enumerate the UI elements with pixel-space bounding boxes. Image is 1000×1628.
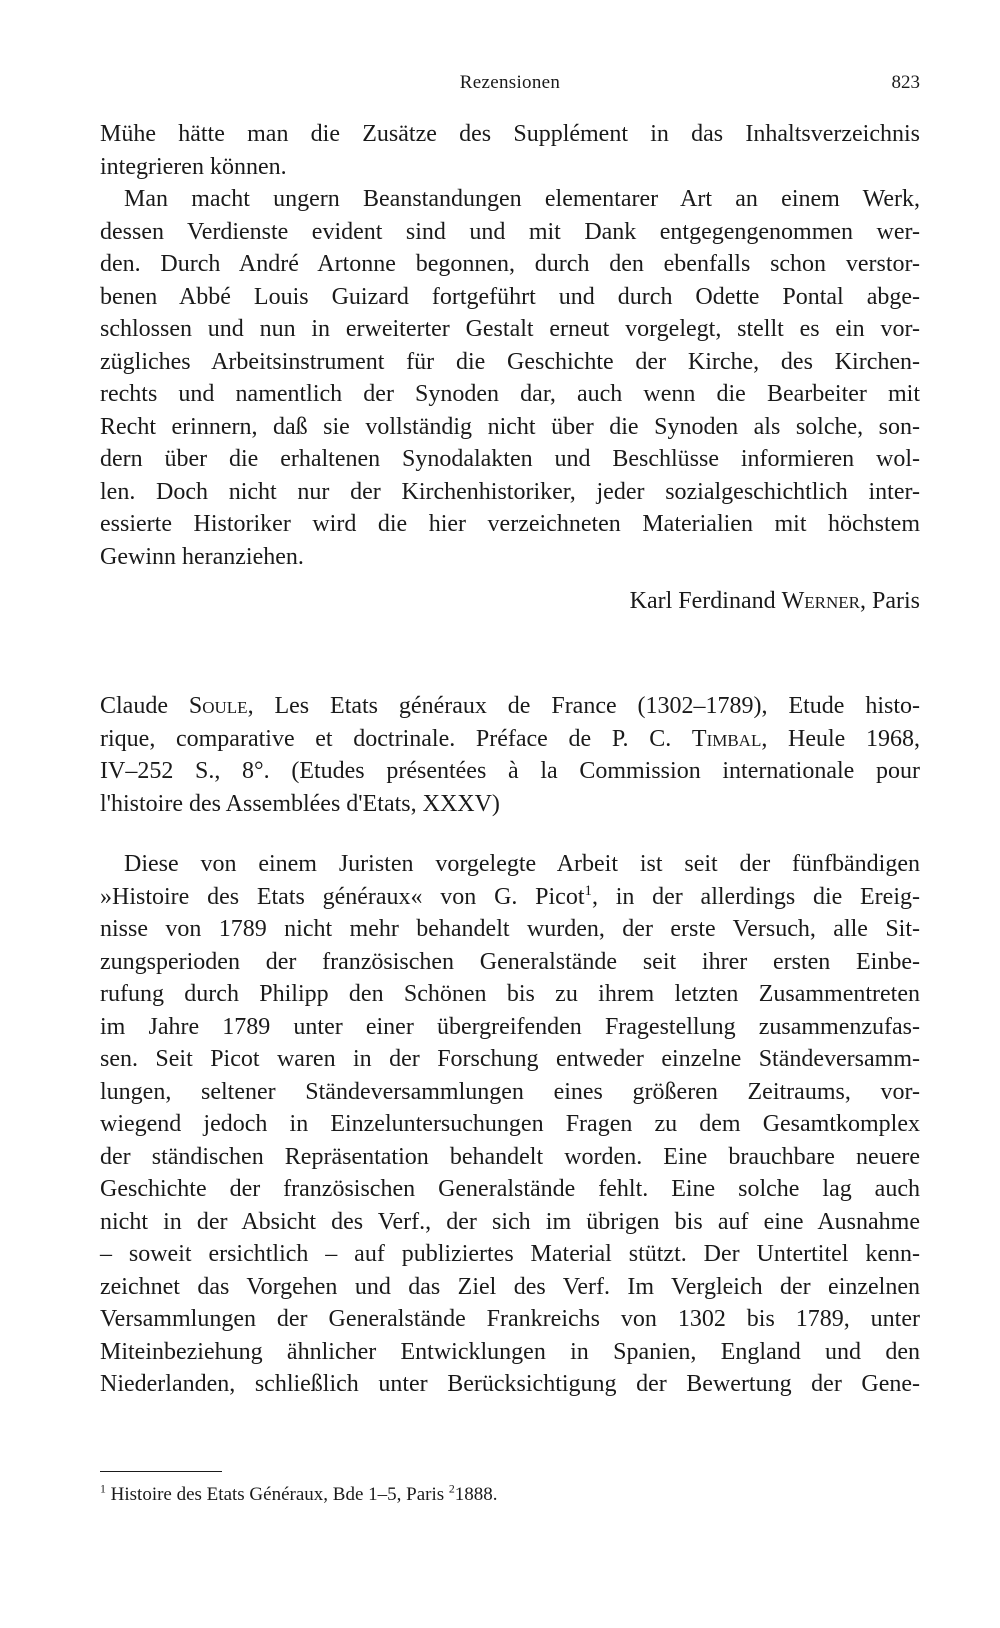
citation-preface-author: Timbal: [691, 725, 762, 752]
text-line: – soweit ersichtlich – auf publiziertes Material stützt. Der Untertitel kenn-: [100, 1241, 920, 1267]
footnote-text: Histoire des Etats Généraux, Bde 1–5, Paris: [105, 1484, 449, 1505]
text-line: Miteinbeziehung ähnlicher Entwicklungen in Spanien, England und den: [100, 1338, 920, 1365]
footnote-marker: 1: [100, 1482, 106, 1496]
text-line: dern über die erhaltenen Synodalakten und Beschlüsse informieren wol-: [100, 446, 920, 472]
text-line: zungsperioden der französischen Generalstände seit ihrer ersten Einbe-: [100, 948, 920, 975]
citation-line: [100, 690, 920, 723]
text-line: Mühe hätte man die Zusätze des Supplément in das Inhaltsverzeichnis: [100, 121, 920, 147]
footnote: [100, 1482, 498, 1508]
text-line: essierte Historiker wird die hier verzeichneten Materialien mit höchstem: [100, 511, 920, 537]
text-line: Gewinn heranziehen.: [100, 543, 304, 570]
text-line: zeichnet das Vorgehen und das Ziel des Verf. Im Vergleich der einzelnen: [100, 1273, 920, 1300]
citation-text: , Heule 1968,: [761, 725, 921, 752]
text-segment: , in der allerdings die Ereig-: [591, 883, 920, 910]
text-line: Man macht ungern Beanstandungen elementarer Art an einem Werk,: [124, 186, 920, 212]
text-line: lungen, seltener Ständeversammlungen eines größeren Zeitraums, vor-: [100, 1078, 920, 1105]
text-line: sen. Seit Picot waren in der Forschung entweder einzelne Ständeversamm-: [100, 1046, 920, 1072]
text-line: rechts und namentlich der Synoden dar, auch wenn die Bearbeiter mit: [100, 381, 920, 407]
text-line: Recht erinnern, daß sie vollständig nicht über die Synoden als solche, son-: [100, 413, 920, 440]
text-line: wiegend jedoch in Einzeluntersuchungen Fragen zu dem Gesamtkomplex: [100, 1111, 920, 1137]
text-line: der ständischen Repräsentation behandelt worden. Eine brauchbare neuere: [100, 1143, 920, 1170]
text-line: integrieren können.: [100, 153, 287, 180]
review1-text: [100, 118, 920, 573]
review2-citation: [100, 690, 920, 820]
text-line: Versammlungen der Generalstände Frankreichs von 1302 bis 1789, unter: [100, 1306, 920, 1332]
text-line: nicht in der Absicht des Verf., der sich im übrigen bis auf eine Ausnahme: [100, 1208, 920, 1235]
review2-body: [100, 848, 920, 1401]
citation-line: [100, 723, 920, 756]
citation-line: l'histoire des Assemblées d'Etats, XXXV): [100, 790, 500, 817]
text-line: im Jahre 1789 unter einer übergreifenden Fragestellung zusammenzufas-: [100, 1013, 920, 1040]
running-title: Rezensionen: [459, 72, 561, 93]
running-head: [100, 72, 920, 100]
page-number: 823: [891, 72, 920, 93]
footnote-reference: 1: [584, 882, 592, 899]
text-line: Geschichte der französischen Generalstände fehlt. Eine solche lag auch: [100, 1176, 920, 1202]
text-line: den. Durch André Artonne begonnen, durch den ebenfalls schon verstor-: [100, 251, 920, 277]
citation-author: Soule: [188, 693, 248, 719]
text-line: benen Abbé Louis Guizard fortgeführt und durch Odette Pontal abge-: [100, 283, 920, 310]
text-line: len. Doch nicht nur der Kirchenhistoriker, jeder sozialgeschichtlich inter-: [100, 478, 920, 505]
text-line: zügliches Arbeitsinstrument für die Geschichte der Kirche, des Kirchen-: [100, 348, 920, 375]
footnote-edition: 2: [448, 1482, 455, 1496]
signature-surname: Werner: [781, 588, 860, 614]
citation-text: Claude: [100, 693, 189, 719]
citation-text: rique, comparative et doctrinale. Préface de P. C.: [100, 725, 692, 752]
text-line: [100, 881, 920, 914]
text-line: rufung durch Philipp den Schönen bis zu ihrem letzten Zusammentreten: [100, 981, 920, 1007]
citation-text: , Les Etats généraux de France (1302–1789), Etude histo-: [247, 693, 920, 719]
footnote-divider: [100, 1471, 222, 1472]
text-line: schlossen und nun in erweiterter Gestalt erneut vorgelegt, stellt es ein vor-: [100, 316, 920, 342]
footnote-text: 1888.: [454, 1484, 498, 1505]
citation-line: IV–252 S., 8°. (Etudes présentées à la Commission internationale pour: [100, 758, 920, 784]
text-line: nisse von 1789 nicht mehr behandelt wurden, der erste Versuch, alle Sit-: [100, 916, 920, 942]
text-line: dessen Verdienste evident sind und mit Dank entgegengenommen wer-: [100, 218, 920, 245]
review1-signature: [630, 585, 920, 618]
text-segment: »Histoire des Etats généraux« von G. Picot: [100, 883, 585, 910]
signature-name: Karl Ferdinand: [629, 588, 782, 614]
signature-place: , Paris: [860, 588, 920, 614]
text-line: Diese von einem Juristen vorgelegte Arbeit ist seit der fünfbändigen: [124, 851, 920, 877]
text-line: Niederlanden, schließlich unter Berücksichtigung der Bewertung der Gene-: [100, 1371, 920, 1397]
